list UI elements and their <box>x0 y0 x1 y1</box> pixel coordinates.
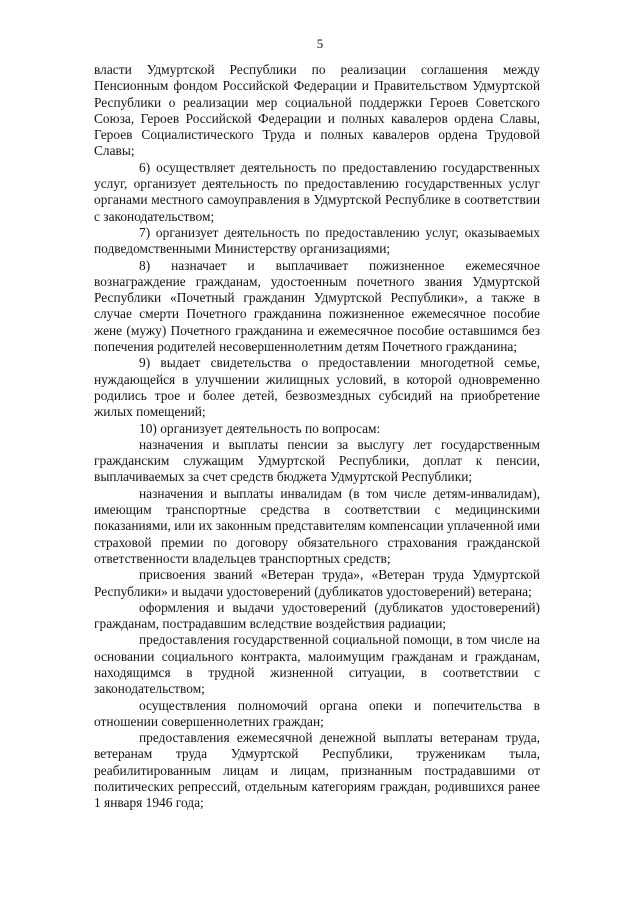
paragraph-item-10: 10) организует деятельность по вопросам: <box>139 420 381 436</box>
paragraph-item-9: 9) выдает свидетельства о предоставлении многодетной семье, нуждающейся в улучшении жилищных условий, в которой одновременно родились трое и более детей, безвозмездных субсидий на приобретение жилых помещений; <box>94 355 540 420</box>
page-number: 5 <box>316 36 324 51</box>
subitem-pension-service: назначения и выплаты пенсии за выслугу лет государственным гражданским служащим Удмуртской Республики, доплат к пенсии, выплачиваемых за счет средств бюджета Удмуртской Республики; <box>94 436 540 485</box>
subitem-radiation-certificates: оформления и выдачи удостоверений (дубликатов удостоверений) гражданам, пострадавшим вследствие воздействия радиации; <box>94 599 540 632</box>
paragraph-item-8: 8) назначает и выплачивает пожизненное ежемесячное вознаграждение гражданам, удостоенным почетного звания Удмуртской Республики «Почетный гражданин Удмуртской Республики», а также в случае смерти Почетного гражданина пожизненное ежемесячное пособие жене (мужу) Почетного гражданина и ежемесячное пособие оставшимся без попечения родителей несовершеннолетним детям Почетного гражданина; <box>94 257 540 355</box>
subitem-veteran-titles: присвоения званий «Ветеран труда», «Ветеран труда Удмуртской Республики» и выдачи удостоверений (дубликатов удостоверений) ветерана; <box>94 567 540 599</box>
paragraph-continuation: власти Удмуртской Республики по реализации соглашения между Пенсионным фондом Российской Федерации и Правительством Удмуртской Республики о реализации мер социальной поддержки Героев Советского Союза, Героев Российской Федерации и полных кавалеров ордена Славы, Героев Социалистического Труда и полных кавалеров ордена Трудовой Славы; <box>94 62 540 159</box>
paragraph-item-7: 7) организует деятельность по предоставлению услуг, оказываемых подведомственными Министерству организациями; <box>94 224 540 257</box>
subitem-social-assistance: предоставления государственной социальной помощи, в том числе на основании социального контракта, малоимущим гражданам и гражданам, находящимся в трудной жизненной ситуации, в соответствии с законодательством; <box>94 632 540 697</box>
paragraph-item-6: 6) осуществляет деятельность по предоставлению государственных услуг, организует деятельность по предоставлению государственных услуг органами местного самоуправления в Удмуртской Республике в соответствии с законодательством; <box>94 159 540 224</box>
subitem-guardianship: осуществления полномочий органа опеки и попечительства в отношении совершеннолетних граждан; <box>94 697 540 729</box>
subitem-monthly-payment: предоставления ежемесячной денежной выплаты ветеранам труда, ветеранам труда Удмуртской Республики, труженикам тыла, реабилитированным лицам и лицам, признанным пострадавшими от политических репрессий, отдельным категориям граждан, родившихся ранее 1 января 1946 года; <box>94 730 540 811</box>
subitem-insurance-compensation: назначения и выплаты инвалидам (в том числе детям-инвалидам), имеющим транспортные средства в соответствии с медицинскими показаниями, или их законным представителям компенсации уплаченной ими страховой премии по договору обязательного страхования гражданской ответственности владельцев транспортных средств; <box>94 485 540 566</box>
document-body <box>94 62 540 812</box>
